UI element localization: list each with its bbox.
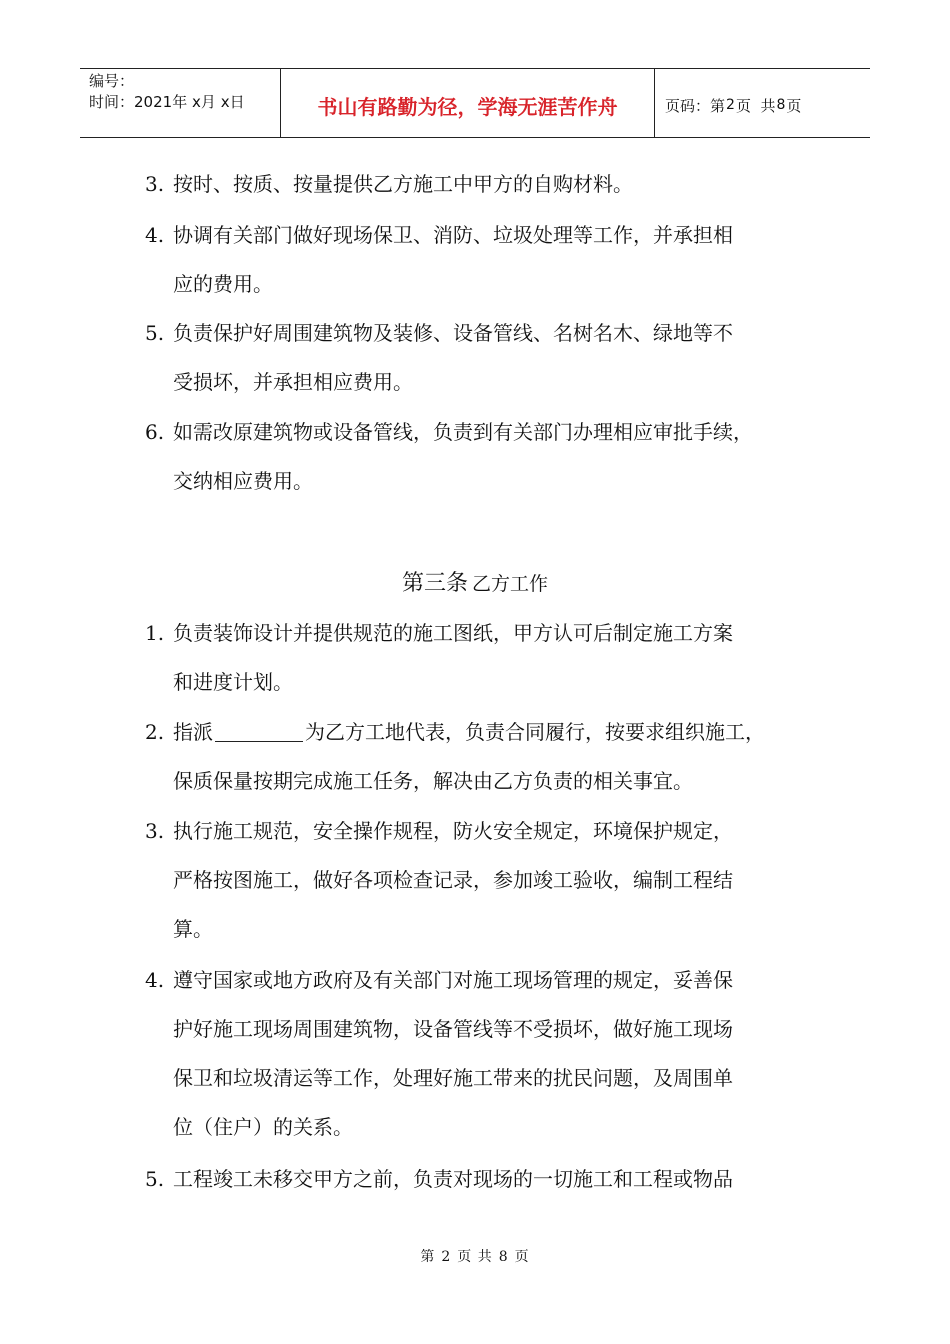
list-item [145,309,815,407]
page-total: 8 [776,97,786,113]
item-index: 4. [145,968,165,992]
date-month: x [192,93,201,111]
date-month-unit: 月 [200,93,216,111]
item-text: 负责保护好周围建筑物及装修、设备管线、名树名木、绿地等不 [173,321,733,345]
date-label: 时间： [89,93,135,111]
footer-suffix: 页 [514,1249,530,1265]
item-index: 3. [145,819,165,843]
item-index: 5. [145,1167,165,1191]
item-index: 4. [145,223,165,247]
section-title [0,563,950,604]
page-footer [0,1246,950,1266]
document-number-label: 编号： [89,72,135,90]
list-item [145,956,815,1152]
date-day-unit: 日 [229,93,245,111]
header-meta [80,69,281,137]
page-header [80,68,870,138]
document-date [89,92,280,113]
list-item [145,807,815,954]
list-item [145,609,815,707]
item-text: 受损坏，并承担相应费用。 [173,370,413,394]
item-text: 保质保量按期完成施工任务，解决由乙方负责的相关事宜。 [173,769,693,793]
item-index: 3. [145,172,165,196]
item-text: 执行施工规范，安全操作规程，防火安全规定，环境保护规定， [173,819,733,843]
page-mid: 页 共 [735,96,776,115]
section-title-main: 第三条 [401,571,468,596]
item-text: 如需改原建筑物或设备管线，负责到有关部门办理相应审批手续， [173,420,753,444]
page-suffix: 页 [786,96,802,115]
item-text: 负责装饰设计并提供规范的施工图纸，甲方认可后制定施工方案 [173,621,733,645]
item-text: 算。 [173,917,213,941]
list-item [145,211,815,309]
list-item [145,1155,815,1204]
footer-mid: 页 共 [457,1249,493,1265]
item-text: 按时、按质、按量提供乙方施工中甲方的自购材料。 [173,172,633,196]
page-current: 2 [726,97,735,113]
header-page-number [655,69,870,137]
item-text: 应的费用。 [173,272,273,296]
item-text: 工程竣工未移交甲方之前，负责对现场的一切施工和工程或物品 [173,1167,733,1191]
item-text: 协调有关部门做好现场保卫、消防、垃圾处理等工作，并承担相 [173,223,733,247]
item-text: 遵守国家或地方政府及有关部门对施工现场管理的规定，妥善保 [173,968,733,992]
item-text: 和进度计划。 [173,670,293,694]
item-text: 护好施工现场周围建筑物，设备管线等不受损坏，做好施工现场 [173,1017,733,1041]
header-motto: 书山有路勤为径，学海无涯苦作舟 [281,69,655,137]
page-prefix: 页码：第 [665,96,726,115]
list-item [145,708,815,806]
date-year-unit: 年 [172,93,188,111]
item-text: 位（住户）的关系。 [173,1115,353,1139]
item-index: 5. [145,321,165,345]
section-title-sub: 乙方工作 [472,573,549,595]
item-index: 6. [145,420,165,444]
list-item [145,408,815,506]
item-text-prefix: 指派 [173,720,213,744]
footer-prefix: 第 [420,1249,436,1265]
item-index: 1. [145,621,165,645]
representative-blank [215,721,303,742]
date-year: 2021 [134,93,173,111]
item-text: 交纳相应费用。 [173,469,313,493]
list-item [145,160,815,209]
item-text-suffix: 为乙方工地代表，负责合同履行，按要求组织施工， [305,720,765,744]
date-day: x [220,93,230,111]
footer-total: 8 [498,1249,509,1265]
item-index: 2. [145,720,165,744]
footer-current: 2 [441,1249,452,1265]
item-text: 保卫和垃圾清运等工作，处理好施工带来的扰民问题，及周围单 [173,1066,733,1090]
item-text: 严格按图施工，做好各项检查记录，参加竣工验收，编制工程结 [173,868,733,892]
